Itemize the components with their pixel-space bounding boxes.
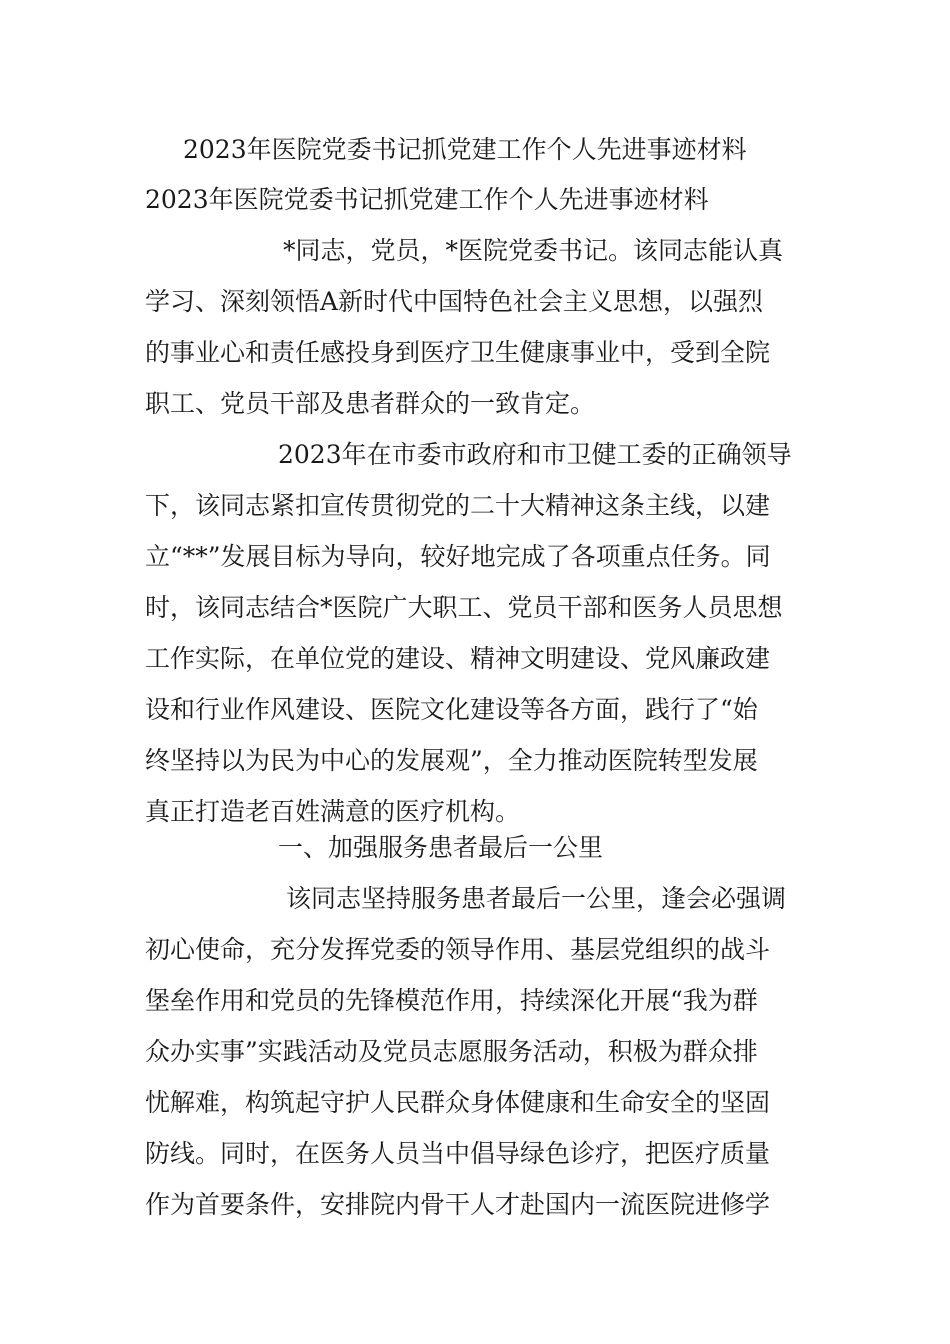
- paragraph-line: 时，该同志结合*医院广大职工、党员干部和医务人员思想: [145, 593, 783, 622]
- paragraph-line: 下，该同志紧扣宣传贯彻党的二十大精神这条主线，以建: [145, 491, 771, 520]
- paragraph-line: 作为首要条件，安排院内骨干人才赴国内一流医院进修学: [145, 1190, 771, 1219]
- document-title: 2023年医院党委书记抓党建工作个人先进事迹材料: [183, 135, 747, 164]
- paragraph-line: 防线。同时，在医务人员当中倡导绿色诊疗，把医疗质量: [145, 1139, 771, 1168]
- paragraph-line: 终坚持以为民为中心的发展观”，全力推动医院转型发展: [145, 746, 758, 775]
- paragraph-line: 的事业心和责任感投身到医疗卫生健康事业中，受到全院: [145, 338, 771, 367]
- paragraph-line: 工作实际，在单位党的建设、精神文明建设、党风廉政建: [145, 644, 771, 673]
- paragraph-line: 众办实事”实践活动及党员志愿服务活动，积极为群众排: [145, 1037, 758, 1066]
- paragraph-line: *同志，党员，*医院党委书记。该同志能认真: [283, 236, 784, 265]
- paragraph-line: 真正打造老百姓满意的医疗机构。: [145, 797, 521, 826]
- paragraph-line: 该同志坚持服务患者最后一公里，逢会必强调: [286, 884, 787, 913]
- document-subtitle: 2023年医院党委书记抓党建工作个人先进事迹材料: [145, 185, 709, 214]
- paragraph-line: 立“**”发展目标为导向，较好地完成了各项重点任务。同: [145, 542, 771, 571]
- paragraph-line: 2023年在市委市政府和市卫健工委的正确领导: [278, 440, 792, 469]
- paragraph-line: 职工、党员干部及患者群众的一致肯定。: [145, 389, 596, 418]
- paragraph-line: 忧解难，构筑起守护人民群众身体健康和生命安全的坚固: [145, 1088, 771, 1117]
- paragraph-line: 学习、深刻领悟A新时代中国特色社会主义思想，以强烈: [145, 287, 764, 316]
- paragraph-line: 初心使命，充分发挥党委的领导作用、基层党组织的战斗: [145, 935, 771, 964]
- paragraph-line: 设和行业作风建设、医院文化建设等各方面，践行了“始: [145, 695, 758, 724]
- section-heading: 一、加强服务患者最后一公里: [278, 833, 604, 862]
- paragraph-line: 堡垒作用和党员的先锋模范作用，持续深化开展“我为群: [145, 986, 758, 1015]
